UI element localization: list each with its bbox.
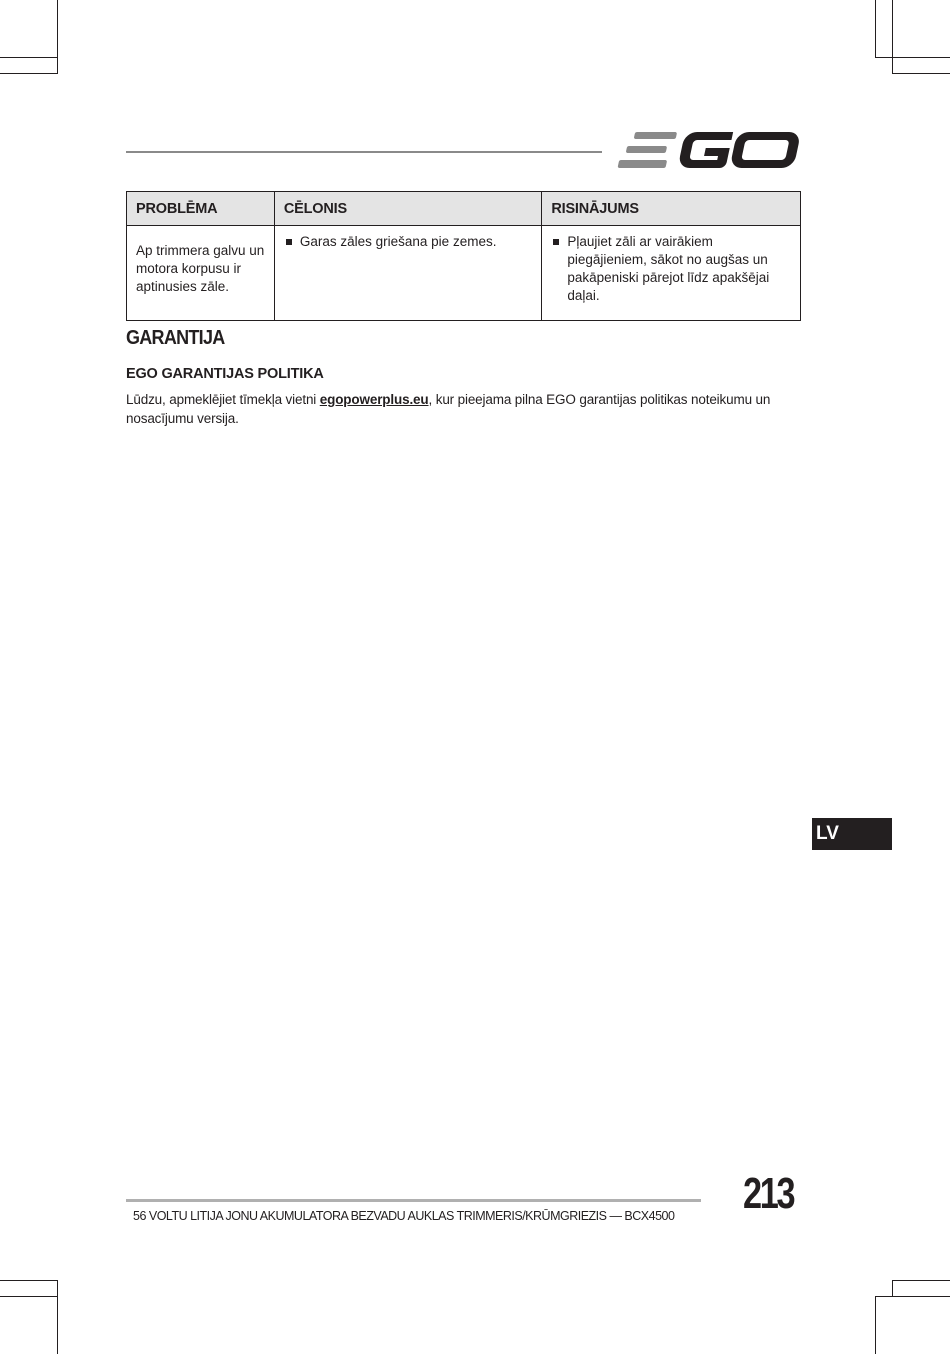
crop-mark xyxy=(892,1280,950,1281)
cause-text: Garas zāles griešana pie zemes. xyxy=(299,234,497,249)
crop-mark xyxy=(0,1280,58,1281)
crop-mark xyxy=(0,57,57,58)
crop-mark xyxy=(875,1296,876,1354)
footer-product-title: 56 VOLTU LITIJA JONU AKUMULATORA BEZVADU AUKLAS TRIMMERIS/KRŪMGRIEZIS — BCX4500 xyxy=(133,1209,675,1223)
ego-logo xyxy=(617,128,800,172)
crop-mark xyxy=(875,57,950,58)
crop-mark xyxy=(892,73,950,74)
crop-mark xyxy=(57,1280,58,1354)
crop-mark xyxy=(892,1280,893,1296)
subsection-heading: EGO GARANTIJAS POLITIKA xyxy=(126,366,324,382)
bullet-icon xyxy=(553,239,559,245)
crop-mark xyxy=(875,0,876,58)
crop-mark xyxy=(0,1296,58,1297)
paragraph-text: , kur pieejama pilna EGO garantijas politikas noteikumu un nosacījumu versija. xyxy=(126,392,771,426)
warranty-paragraph xyxy=(126,390,802,428)
troubleshooting-table xyxy=(126,191,801,321)
footer-rule xyxy=(126,1199,701,1202)
column-header-cause: CĒLONIS xyxy=(274,192,542,226)
problem-cell: Ap trimmera galvu un motora korpusu ir aptinusies zāle. xyxy=(127,226,275,321)
page-number: 213 xyxy=(743,1169,794,1218)
crop-mark xyxy=(892,0,893,74)
website-link[interactable]: egopowerplus.eu xyxy=(319,392,429,407)
language-tab: LV xyxy=(812,818,892,850)
list-item xyxy=(551,233,791,305)
column-header-solution: RISINĀJUMS xyxy=(542,192,801,226)
cause-cell xyxy=(274,226,542,321)
solution-cell xyxy=(542,226,801,321)
table-header-row xyxy=(127,192,801,226)
list-item xyxy=(284,233,533,251)
bullet-icon xyxy=(286,239,292,245)
crop-mark xyxy=(0,73,58,74)
crop-mark xyxy=(875,1296,950,1297)
solution-text: Pļaujiet zāli ar vairākiem piegājieniem, sākot no augšas un pakāpeniski pārejot līdz apakšējai daļai. xyxy=(567,234,770,303)
paragraph-text: Lūdzu, apmeklējiet tīmekļa vietni xyxy=(126,392,320,407)
crop-mark xyxy=(57,0,58,74)
table-row xyxy=(127,226,801,321)
header-rule xyxy=(126,151,602,153)
column-header-problem: PROBLĒMA xyxy=(127,192,275,226)
section-heading: GARANTIJA xyxy=(126,327,225,349)
